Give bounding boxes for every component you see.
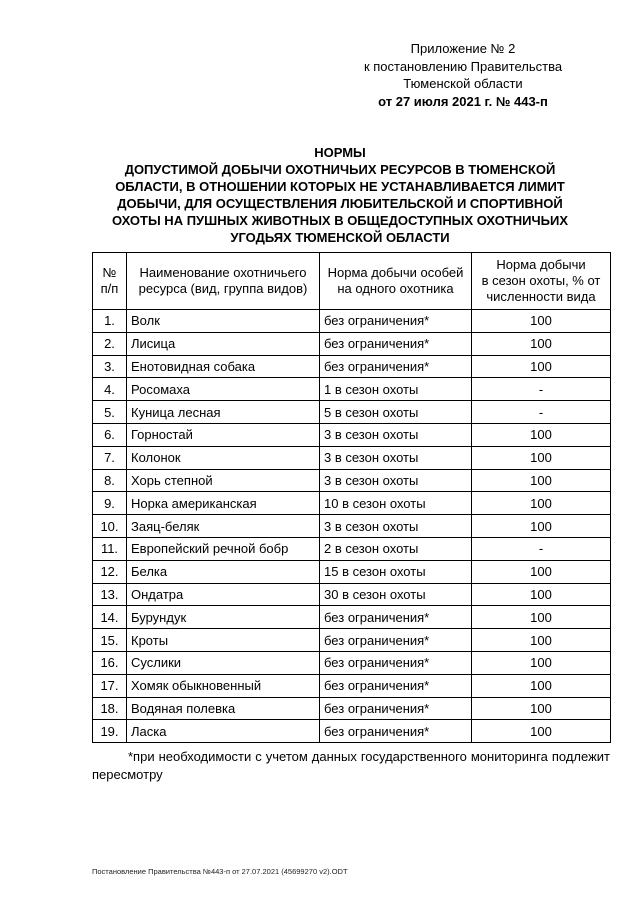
- header-number-line: №: [102, 265, 117, 280]
- table-body: [93, 310, 611, 743]
- row-number: 8.: [93, 469, 127, 492]
- appendix-reference: к постановлению Правительства: [363, 58, 563, 74]
- table-row: [93, 401, 611, 424]
- row-norm-per-hunter: без ограничения*: [320, 674, 472, 697]
- row-resource-name: Ласка: [127, 720, 320, 743]
- row-number: 4.: [93, 378, 127, 401]
- row-norm-percent: 100: [472, 606, 611, 629]
- row-number: 12.: [93, 560, 127, 583]
- row-norm-percent: 100: [472, 629, 611, 652]
- title-line: НОРМЫ: [314, 145, 366, 160]
- row-norm-per-hunter: 2 в сезон охоты: [320, 537, 472, 560]
- row-norm-percent: 100: [472, 310, 611, 333]
- table-row: [93, 310, 611, 333]
- table-row: [93, 515, 611, 538]
- row-number: 17.: [93, 674, 127, 697]
- row-norm-percent: 100: [472, 697, 611, 720]
- table-row: [93, 446, 611, 469]
- row-number: 10.: [93, 515, 127, 538]
- title-line: ОХОТЫ НА ПУШНЫХ ЖИВОТНЫХ В ОБЩЕДОСТУПНЫХ ОХОТНИЧЬИХ: [111, 213, 569, 228]
- row-norm-percent: 100: [472, 560, 611, 583]
- row-norm-per-hunter: 3 в сезон охоты: [320, 446, 472, 469]
- header-number-line: п/п: [100, 281, 119, 296]
- row-norm-percent: 100: [472, 332, 611, 355]
- header-norm-per-hunter: [320, 253, 472, 310]
- header-resource-line: ресурса (вид, группа видов): [138, 281, 308, 296]
- table-row: [93, 583, 611, 606]
- row-number: 13.: [93, 583, 127, 606]
- row-resource-name: Белка: [127, 560, 320, 583]
- table-row: [93, 674, 611, 697]
- row-resource-name: Хорь степной: [127, 469, 320, 492]
- header-percent-line: численности вида: [486, 289, 596, 304]
- header-resource-line: Наименование охотничьего: [139, 265, 307, 280]
- row-resource-name: Ондатра: [127, 583, 320, 606]
- row-norm-per-hunter: без ограничения*: [320, 651, 472, 674]
- row-resource-name: Европейский речной бобр: [127, 537, 320, 560]
- row-norm-per-hunter: без ограничения*: [320, 697, 472, 720]
- row-number: 14.: [93, 606, 127, 629]
- document-title: [100, 144, 580, 246]
- row-norm-percent: 100: [472, 515, 611, 538]
- title-line: ДОБЫЧИ, ДЛЯ ОСУЩЕСТВЛЕНИЯ ЛЮБИТЕЛЬСКОЙ И СПОРТИВНОЙ: [117, 196, 563, 211]
- table-row: [93, 651, 611, 674]
- table-row: [93, 332, 611, 355]
- row-norm-per-hunter: без ограничения*: [320, 629, 472, 652]
- row-resource-name: Норка американская: [127, 492, 320, 515]
- table-row: [93, 469, 611, 492]
- row-resource-name: Кроты: [127, 629, 320, 652]
- row-norm-per-hunter: без ограничения*: [320, 355, 472, 378]
- row-number: 1.: [93, 310, 127, 333]
- row-norm-percent: 100: [472, 720, 611, 743]
- row-norm-per-hunter: без ограничения*: [320, 310, 472, 333]
- row-resource-name: Лисица: [127, 332, 320, 355]
- row-norm-percent: 100: [472, 674, 611, 697]
- row-norm-percent: -: [472, 378, 611, 401]
- row-resource-name: Заяц-беляк: [127, 515, 320, 538]
- table-row: [93, 606, 611, 629]
- table-row: [93, 697, 611, 720]
- row-norm-percent: 100: [472, 446, 611, 469]
- row-norm-percent: -: [472, 401, 611, 424]
- table-row: [93, 423, 611, 446]
- title-line: ОБЛАСТИ, В ОТНОШЕНИИ КОТОРЫХ НЕ УСТАНАВЛИВАЕТСЯ ЛИМИТ: [115, 179, 565, 194]
- header-norm-line: Норма добычи особей: [327, 265, 464, 280]
- row-norm-percent: 100: [472, 651, 611, 674]
- row-norm-per-hunter: 30 в сезон охоты: [320, 583, 472, 606]
- row-norm-percent: 100: [472, 355, 611, 378]
- row-number: 5.: [93, 401, 127, 424]
- document-footer: Постановление Правительства №443-п от 27.07.2021 (45699270 v2).ODT: [92, 867, 348, 876]
- row-norm-per-hunter: 1 в сезон охоты: [320, 378, 472, 401]
- header-number: [93, 253, 127, 310]
- title-line: УГОДЬЯХ ТЮМЕНСКОЙ ОБЛАСТИ: [230, 230, 450, 245]
- row-resource-name: Енотовидная собака: [127, 355, 320, 378]
- row-norm-per-hunter: 3 в сезон охоты: [320, 469, 472, 492]
- table-row: [93, 355, 611, 378]
- row-norm-per-hunter: 10 в сезон охоты: [320, 492, 472, 515]
- header-percent-line: в сезон охоты, % от: [481, 273, 601, 288]
- row-resource-name: Куница лесная: [127, 401, 320, 424]
- row-norm-per-hunter: 5 в сезон охоты: [320, 401, 472, 424]
- row-number: 9.: [93, 492, 127, 515]
- row-norm-per-hunter: 15 в сезон охоты: [320, 560, 472, 583]
- title-line: ДОПУСТИМОЙ ДОБЫЧИ ОХОТНИЧЬИХ РЕСУРСОВ В ТЮМЕНСКОЙ: [124, 162, 556, 177]
- header-norm-percent: [472, 253, 611, 310]
- row-number: 7.: [93, 446, 127, 469]
- row-norm-percent: 100: [472, 423, 611, 446]
- row-norm-percent: 100: [472, 583, 611, 606]
- row-resource-name: Бурундук: [127, 606, 320, 629]
- row-norm-per-hunter: без ограничения*: [320, 606, 472, 629]
- row-resource-name: Водяная полевка: [127, 697, 320, 720]
- row-resource-name: Горностай: [127, 423, 320, 446]
- row-resource-name: Суслики: [127, 651, 320, 674]
- table-row: [93, 629, 611, 652]
- header-norm-line: на одного охотника: [337, 281, 454, 296]
- table-row: [93, 492, 611, 515]
- row-norm-percent: 100: [472, 492, 611, 515]
- row-number: 6.: [93, 423, 127, 446]
- row-number: 19.: [93, 720, 127, 743]
- header-percent-line: Норма добычи: [496, 257, 586, 272]
- table-row: [93, 537, 611, 560]
- row-norm-per-hunter: без ограничения*: [320, 720, 472, 743]
- row-norm-percent: 100: [472, 469, 611, 492]
- row-resource-name: Хомяк обыкновенный: [127, 674, 320, 697]
- row-norm-percent: -: [472, 537, 611, 560]
- row-resource-name: Колонок: [127, 446, 320, 469]
- row-number: 11.: [93, 537, 127, 560]
- row-resource-name: Росомаха: [127, 378, 320, 401]
- appendix-title: Приложение № 2: [410, 41, 516, 56]
- header-resource-name: [127, 253, 320, 310]
- row-number: 2.: [93, 332, 127, 355]
- appendix-date: от 27 июля 2021 г. № 443-п: [378, 93, 548, 109]
- table-row: [93, 720, 611, 743]
- row-resource-name: Волк: [127, 310, 320, 333]
- table-header-row: [93, 253, 611, 310]
- row-number: 18.: [93, 697, 127, 720]
- row-norm-per-hunter: без ограничения*: [320, 332, 472, 355]
- norms-table: [92, 252, 611, 743]
- appendix-region: Тюменской области: [403, 76, 523, 91]
- table-row: [93, 378, 611, 401]
- table-row: [93, 560, 611, 583]
- footnote: *при необходимости с учетом данных государственного мониторинга подлежит пересмотру: [92, 749, 610, 782]
- row-norm-per-hunter: 3 в сезон охоты: [320, 515, 472, 538]
- appendix-header: [333, 40, 593, 110]
- row-number: 15.: [93, 629, 127, 652]
- row-number: 16.: [93, 651, 127, 674]
- row-number: 3.: [93, 355, 127, 378]
- row-norm-per-hunter: 3 в сезон охоты: [320, 423, 472, 446]
